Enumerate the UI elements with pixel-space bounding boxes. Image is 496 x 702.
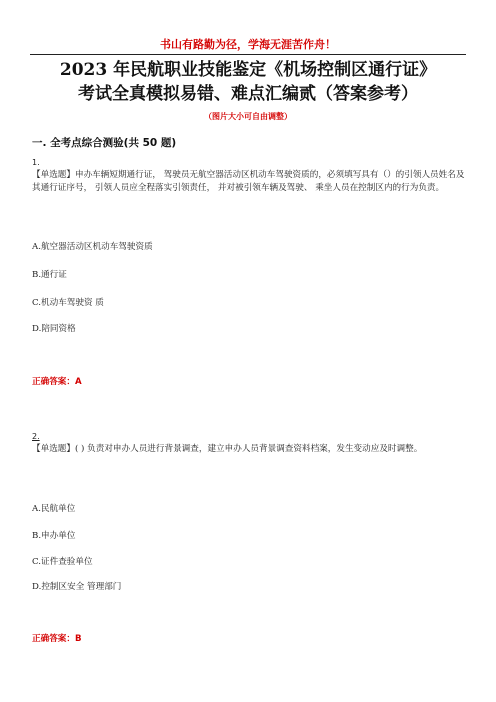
- option-d: D.控制区安全 管理部门: [32, 582, 122, 592]
- image-resize-note: （图片大小可自由调整）: [204, 112, 292, 121]
- question-number: 1.: [32, 158, 40, 167]
- question-text: 【单选题】( ) 负责对申办人员进行背景调查，建立申办人员背景调查资料档案，发生变动应及时调整。: [32, 444, 423, 454]
- option-c: C.机动车驾驶资 质: [32, 298, 104, 308]
- correct-answer: 正确答案：A: [32, 377, 82, 387]
- option-a: A.民航单位: [32, 504, 76, 514]
- header-motto: 书山有路勤为径，学海无涯苦作舟！: [160, 38, 336, 51]
- document-title-line1: 2023 年民航职业技能鉴定《机场控制区通行证》: [59, 60, 437, 80]
- section-heading: 一. 全考点综合测验(共 50 题): [32, 137, 177, 149]
- option-c: C.证件查验单位: [32, 557, 93, 567]
- question-number[interactable]: 2.: [32, 432, 40, 441]
- correct-answer: 正确答案：B: [32, 634, 82, 644]
- option-a: A.航空器活动区机动车驾驶资质: [32, 242, 153, 252]
- option-b: B.申办单位: [32, 531, 76, 541]
- option-d: D.陪同资格: [32, 324, 76, 334]
- header-divider: [30, 54, 466, 55]
- question-text: 【单选题】申办车辆短期通行证， 驾驶员无航空器活动区机动车驾驶资质的，必须填写具有（）的引领人员姓名及其通行证序号， 引领人员应全程落实引领责任， 并对被引领车辆及驾驶、 乘坐人员在控制区内的行为负责。: [32, 170, 465, 193]
- option-b: B.通行证: [32, 270, 67, 280]
- document-title-line2: 考试全真模拟易错、难点汇编贰（答案参考）: [78, 84, 418, 104]
